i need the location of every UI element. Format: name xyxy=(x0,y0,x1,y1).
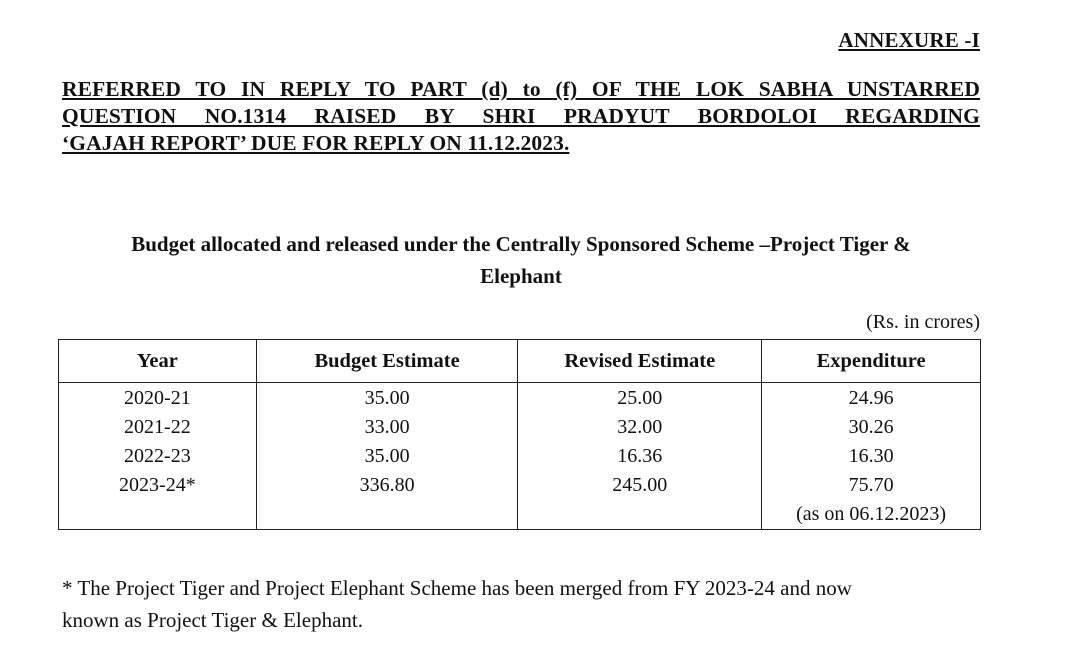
table-header-row xyxy=(59,340,981,383)
expenditure-cell: 16.30 xyxy=(848,445,894,467)
year-cell: 2021-22 xyxy=(124,416,191,438)
title-line-1: Budget allocated and released under the Centrally Sponsored Scheme –Project Tiger & xyxy=(131,232,911,256)
year-cell: 2020-21 xyxy=(124,387,191,409)
year-cell: 2023-24* xyxy=(119,474,196,496)
year-cell: 2022-23 xyxy=(124,445,191,467)
expenditure-date-note: (as on 06.12.2023) xyxy=(796,503,947,525)
year-column xyxy=(59,383,257,530)
header-revised-estimate: Revised Estimate xyxy=(518,340,762,383)
footnote xyxy=(62,572,962,636)
footnote-line-1: * The Project Tiger and Project Elephant Scheme has been merged from FY 2023-24 and now xyxy=(62,576,852,600)
units-note: (Rs. in crores) xyxy=(866,311,980,333)
annexure-label: ANNEXURE -I xyxy=(838,28,980,52)
header-expenditure: Expenditure xyxy=(762,340,981,383)
heading-line-2: QUESTION NO.1314 RAISED BY SHRI PRADYUT BORDOLOI REGARDING xyxy=(62,104,980,128)
table-title xyxy=(60,228,982,292)
table-body-row xyxy=(59,383,981,530)
title-line-2: Elephant xyxy=(480,264,562,288)
expenditure-cell: 75.70 xyxy=(848,474,894,496)
budget-estimate-column xyxy=(256,383,518,530)
revised-estimate-column xyxy=(518,383,762,530)
heading-line-1: REFERRED TO IN REPLY TO PART (d) to (f) OF THE LOK SABHA UNSTARRED xyxy=(62,77,980,101)
heading-line-3: ‘GAJAH REPORT’ DUE FOR REPLY ON 11.12.2023. xyxy=(62,131,570,155)
expenditure-cell: 30.26 xyxy=(848,416,894,438)
budget-table xyxy=(58,339,981,530)
revised-estimate-cell: 25.00 xyxy=(617,387,663,409)
reference-heading xyxy=(62,76,980,157)
header-budget-estimate: Budget Estimate xyxy=(256,340,518,383)
footnote-line-2: known as Project Tiger & Elephant. xyxy=(62,608,363,632)
budget-estimate-cell: 33.00 xyxy=(364,416,410,438)
budget-estimate-cell: 336.80 xyxy=(359,474,415,496)
budget-estimate-cell: 35.00 xyxy=(364,387,410,409)
budget-estimate-cell: 35.00 xyxy=(364,445,410,467)
revised-estimate-cell: 16.36 xyxy=(617,445,663,467)
revised-estimate-cell: 32.00 xyxy=(617,416,663,438)
expenditure-cell: 24.96 xyxy=(848,387,894,409)
revised-estimate-cell: 245.00 xyxy=(612,474,668,496)
expenditure-column xyxy=(762,383,981,530)
header-year: Year xyxy=(59,340,257,383)
